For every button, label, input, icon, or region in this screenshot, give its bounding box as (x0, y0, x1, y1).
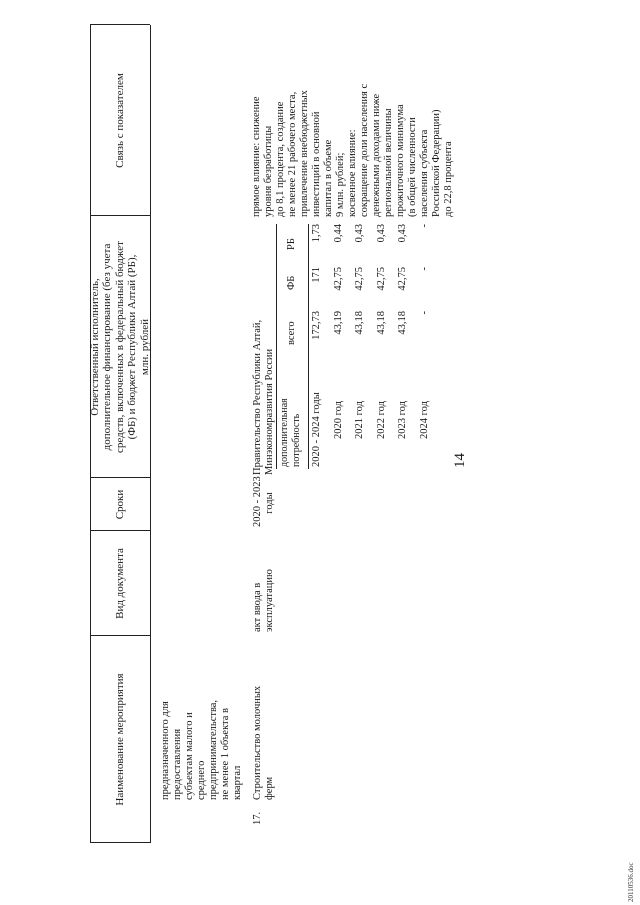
text-line: до 8,1 процента, создание (275, 101, 286, 217)
text-line: предоставления (172, 728, 183, 800)
text-line: субъектам малого и (184, 712, 195, 800)
text-line: не менее 21 рабочего места, (287, 91, 298, 217)
text-line: денежными доходами ниже (371, 93, 382, 217)
header-executor-line: (ФБ) и бюджет Республики Алтай (РБ), (126, 254, 139, 440)
row17-name (252, 686, 276, 800)
text-line: уровня безработицы (263, 125, 274, 217)
finance-cell-period: 2024 год (418, 401, 430, 439)
text-line: акт ввода в (252, 582, 263, 632)
header-executor-line: средств, включенных в федеральный бюджет (113, 241, 126, 453)
finance-cell-fb: 42,75 (375, 267, 387, 291)
text-line: предпринимательства, (208, 699, 219, 800)
page-number: 14 (452, 453, 468, 468)
text-line: сокращение доли населения с (359, 83, 370, 217)
finance-cell-rb: 0,43 (397, 224, 408, 243)
text-line: 2020 - 2023 (252, 476, 263, 527)
header-terms: Сроки (113, 489, 126, 520)
finance-cell-period: 2021 год (354, 401, 365, 439)
row-number: 17. (252, 811, 263, 825)
text-line: ферм (264, 776, 275, 800)
text-line: Правительство Республики Алтай, (252, 319, 263, 475)
finance-header-total: всего (286, 321, 297, 345)
finance-header-rb: РБ (286, 238, 297, 250)
finance-header-border (308, 224, 309, 469)
header-doc-type: Вид документа (113, 548, 126, 619)
text-line: предназначенного для (160, 701, 171, 800)
text-line: до 22,8 процента (443, 141, 454, 217)
finance-cell-total: - (418, 311, 430, 315)
text-line: годы (264, 492, 275, 514)
row17-doc-type (252, 569, 276, 632)
header-executor-line: Ответственный исполнитель, (88, 278, 101, 416)
finance-cell-rb: - (418, 224, 430, 228)
footer-code: 20110536.doc (627, 862, 635, 902)
text-line: прямое влияние: снижение (251, 96, 262, 217)
text-line: населения субъекта (419, 129, 430, 217)
finance-cell-rb: 0,43 (375, 224, 387, 243)
text-line: не менее 1 объекта в (220, 708, 231, 800)
row17-link (251, 84, 455, 217)
text-line: инвестиций в основной (311, 111, 322, 217)
row17-executor (252, 320, 276, 475)
finance-cell-total: 43,18 (397, 311, 408, 335)
finance-cell-total: 43,18 (375, 311, 387, 335)
header-name: Наименование мероприятия (113, 673, 126, 806)
text-line: потребность (290, 413, 302, 467)
text-line: региональной величины (383, 108, 394, 217)
finance-cell-total: 43,19 (332, 311, 344, 335)
text-line: Строительство молочных (252, 685, 263, 800)
text-line: (в общей численности (407, 117, 418, 217)
continuation-name (160, 700, 244, 800)
header-bottom-border (150, 25, 151, 843)
finance-header-fb: ФБ (286, 275, 297, 290)
finance-header-need (279, 398, 302, 467)
text-line: капитал в объеме (323, 139, 334, 217)
header-link: Связь с показателем (113, 73, 126, 168)
finance-cell-total: 43,18 (354, 311, 365, 335)
header-executor (90, 216, 150, 478)
text-line: 9 млн. рублей; (335, 152, 346, 217)
finance-cell-total: 172,73 (311, 311, 322, 340)
finance-cell-fb: 171 (311, 267, 322, 283)
finance-cell-rb: 1,73 (311, 224, 322, 243)
finance-cell-period: 2022 год (375, 401, 387, 439)
finance-cell-period: 2020 - 2024 годы (311, 392, 322, 467)
finance-cell-fb: 42,75 (354, 267, 365, 291)
text-line: Российской Федерации) (431, 109, 442, 217)
text-line: косвенное влияние: (347, 129, 358, 217)
finance-cell-rb: 0,43 (354, 224, 365, 243)
finance-top-border (276, 224, 277, 469)
finance-cell-period: 2023 год (397, 401, 408, 439)
text-line: привлечение внебюджетных (299, 90, 310, 217)
text-line: прожиточного минимума (395, 104, 406, 217)
finance-cell-period: 2020 год (332, 401, 344, 439)
finance-cell-fb: 42,75 (397, 267, 408, 291)
text-line: квартал (232, 765, 243, 800)
finance-cell-fb: - (418, 267, 430, 271)
text-line: дополнительная (279, 398, 290, 467)
row17-terms (252, 476, 276, 527)
finance-cell-rb: 0,44 (332, 224, 344, 243)
text-line: эксплуатацию (264, 569, 275, 632)
header-executor-line: дополнительное финансирование (без учета (101, 243, 114, 451)
header-executor-line: млн. рублей (138, 318, 151, 376)
text-line: Минэкономразвития России (264, 348, 275, 475)
finance-cell-fb: 42,75 (332, 267, 344, 291)
text-line: среднего (196, 760, 207, 800)
